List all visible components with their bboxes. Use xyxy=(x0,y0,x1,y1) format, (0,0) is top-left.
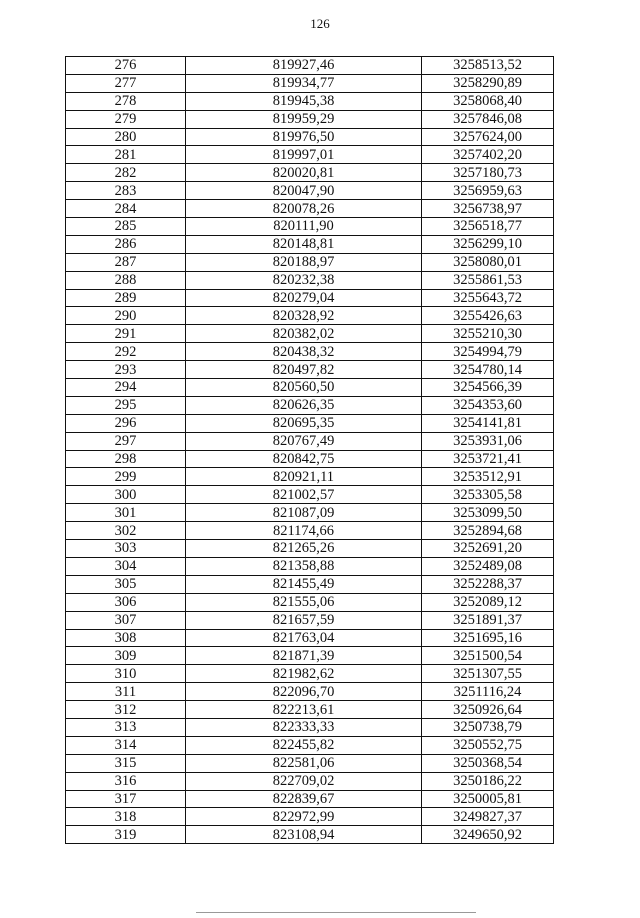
x-coordinate-cell: 822096,70 xyxy=(186,683,422,701)
point-number-cell: 285 xyxy=(66,218,186,236)
y-coordinate-cell: 3251500,54 xyxy=(422,647,554,665)
y-coordinate-cell: 3256299,10 xyxy=(422,235,554,253)
point-number-cell: 283 xyxy=(66,182,186,200)
table-row xyxy=(66,414,554,432)
y-coordinate-cell: 3254780,14 xyxy=(422,361,554,379)
y-coordinate-cell: 3250368,54 xyxy=(422,754,554,772)
point-number-cell: 313 xyxy=(66,718,186,736)
coordinates-table-body xyxy=(66,57,554,844)
y-coordinate-cell: 3254141,81 xyxy=(422,414,554,432)
x-coordinate-cell: 820497,82 xyxy=(186,361,422,379)
point-number-cell: 280 xyxy=(66,128,186,146)
table-row xyxy=(66,826,554,844)
point-number-cell: 292 xyxy=(66,343,186,361)
y-coordinate-cell: 3251891,37 xyxy=(422,611,554,629)
point-number-cell: 286 xyxy=(66,235,186,253)
x-coordinate-cell: 819934,77 xyxy=(186,74,422,92)
x-coordinate-cell: 819976,50 xyxy=(186,128,422,146)
table-row xyxy=(66,665,554,683)
point-number-cell: 306 xyxy=(66,593,186,611)
table-row xyxy=(66,611,554,629)
table-row xyxy=(66,432,554,450)
y-coordinate-cell: 3252894,68 xyxy=(422,522,554,540)
point-number-cell: 309 xyxy=(66,647,186,665)
table-row xyxy=(66,396,554,414)
x-coordinate-cell: 822839,67 xyxy=(186,790,422,808)
x-coordinate-cell: 821982,62 xyxy=(186,665,422,683)
point-number-cell: 307 xyxy=(66,611,186,629)
y-coordinate-cell: 3251116,24 xyxy=(422,683,554,701)
point-number-cell: 282 xyxy=(66,164,186,182)
y-coordinate-cell: 3250738,79 xyxy=(422,718,554,736)
point-number-cell: 276 xyxy=(66,57,186,75)
table-row xyxy=(66,772,554,790)
table-row xyxy=(66,808,554,826)
x-coordinate-cell: 819945,38 xyxy=(186,92,422,110)
table-row xyxy=(66,629,554,647)
table-row xyxy=(66,557,554,575)
y-coordinate-cell: 3252691,20 xyxy=(422,540,554,558)
x-coordinate-cell: 823108,94 xyxy=(186,826,422,844)
table-row xyxy=(66,575,554,593)
page-number: 126 xyxy=(310,16,330,31)
table-row xyxy=(66,200,554,218)
y-coordinate-cell: 3254566,39 xyxy=(422,379,554,397)
table-row xyxy=(66,235,554,253)
y-coordinate-cell: 3258290,89 xyxy=(422,74,554,92)
y-coordinate-cell: 3257624,00 xyxy=(422,128,554,146)
y-coordinate-cell: 3253512,91 xyxy=(422,468,554,486)
y-coordinate-cell: 3252489,08 xyxy=(422,557,554,575)
x-coordinate-cell: 820232,38 xyxy=(186,271,422,289)
point-number-cell: 315 xyxy=(66,754,186,772)
point-number-cell: 317 xyxy=(66,790,186,808)
y-coordinate-cell: 3251307,55 xyxy=(422,665,554,683)
table-row xyxy=(66,110,554,128)
table-row xyxy=(66,253,554,271)
table-row xyxy=(66,647,554,665)
x-coordinate-cell: 820328,92 xyxy=(186,307,422,325)
table-row xyxy=(66,522,554,540)
x-coordinate-cell: 820921,11 xyxy=(186,468,422,486)
point-number-cell: 316 xyxy=(66,772,186,790)
table-row xyxy=(66,754,554,772)
point-number-cell: 318 xyxy=(66,808,186,826)
coordinates-table xyxy=(65,56,554,844)
x-coordinate-cell: 819959,29 xyxy=(186,110,422,128)
table-row xyxy=(66,593,554,611)
point-number-cell: 277 xyxy=(66,74,186,92)
x-coordinate-cell: 820078,26 xyxy=(186,200,422,218)
point-number-cell: 308 xyxy=(66,629,186,647)
y-coordinate-cell: 3253721,41 xyxy=(422,450,554,468)
y-coordinate-cell: 3252288,37 xyxy=(422,575,554,593)
y-coordinate-cell: 3253305,58 xyxy=(422,486,554,504)
x-coordinate-cell: 822581,06 xyxy=(186,754,422,772)
table-row xyxy=(66,74,554,92)
table-row xyxy=(66,57,554,75)
y-coordinate-cell: 3257180,73 xyxy=(422,164,554,182)
y-coordinate-cell: 3252089,12 xyxy=(422,593,554,611)
table-row xyxy=(66,540,554,558)
point-number-cell: 304 xyxy=(66,557,186,575)
point-number-cell: 302 xyxy=(66,522,186,540)
x-coordinate-cell: 820767,49 xyxy=(186,432,422,450)
x-coordinate-cell: 819927,46 xyxy=(186,57,422,75)
table-row xyxy=(66,790,554,808)
y-coordinate-cell: 3255643,72 xyxy=(422,289,554,307)
table-row xyxy=(66,92,554,110)
x-coordinate-cell: 821763,04 xyxy=(186,629,422,647)
x-coordinate-cell: 821002,57 xyxy=(186,486,422,504)
x-coordinate-cell: 821657,59 xyxy=(186,611,422,629)
y-coordinate-cell: 3249827,37 xyxy=(422,808,554,826)
x-coordinate-cell: 820279,04 xyxy=(186,289,422,307)
x-coordinate-cell: 821871,39 xyxy=(186,647,422,665)
x-coordinate-cell: 819997,01 xyxy=(186,146,422,164)
point-number-cell: 295 xyxy=(66,396,186,414)
table-row xyxy=(66,450,554,468)
x-coordinate-cell: 820111,90 xyxy=(186,218,422,236)
x-coordinate-cell: 821265,26 xyxy=(186,540,422,558)
y-coordinate-cell: 3249650,92 xyxy=(422,826,554,844)
point-number-cell: 297 xyxy=(66,432,186,450)
point-number-cell: 299 xyxy=(66,468,186,486)
x-coordinate-cell: 820695,35 xyxy=(186,414,422,432)
point-number-cell: 281 xyxy=(66,146,186,164)
y-coordinate-cell: 3258513,52 xyxy=(422,57,554,75)
point-number-cell: 284 xyxy=(66,200,186,218)
point-number-cell: 310 xyxy=(66,665,186,683)
x-coordinate-cell: 821455,49 xyxy=(186,575,422,593)
x-coordinate-cell: 822213,61 xyxy=(186,701,422,719)
point-number-cell: 311 xyxy=(66,683,186,701)
y-coordinate-cell: 3255861,53 xyxy=(422,271,554,289)
point-number-cell: 294 xyxy=(66,379,186,397)
x-coordinate-cell: 821358,88 xyxy=(186,557,422,575)
x-coordinate-cell: 820382,02 xyxy=(186,325,422,343)
y-coordinate-cell: 3250186,22 xyxy=(422,772,554,790)
y-coordinate-cell: 3255426,63 xyxy=(422,307,554,325)
table-row xyxy=(66,182,554,200)
y-coordinate-cell: 3250552,75 xyxy=(422,736,554,754)
table-row xyxy=(66,468,554,486)
x-coordinate-cell: 820626,35 xyxy=(186,396,422,414)
y-coordinate-cell: 3254353,60 xyxy=(422,396,554,414)
point-number-cell: 291 xyxy=(66,325,186,343)
table-row xyxy=(66,361,554,379)
y-coordinate-cell: 3250926,64 xyxy=(422,701,554,719)
x-coordinate-cell: 820560,50 xyxy=(186,379,422,397)
table-row xyxy=(66,271,554,289)
y-coordinate-cell: 3253099,50 xyxy=(422,504,554,522)
point-number-cell: 301 xyxy=(66,504,186,522)
table-row xyxy=(66,718,554,736)
table-row xyxy=(66,289,554,307)
point-number-cell: 293 xyxy=(66,361,186,379)
table-row xyxy=(66,146,554,164)
y-coordinate-cell: 3255210,30 xyxy=(422,325,554,343)
x-coordinate-cell: 820020,81 xyxy=(186,164,422,182)
point-number-cell: 312 xyxy=(66,701,186,719)
point-number-cell: 279 xyxy=(66,110,186,128)
y-coordinate-cell: 3256959,63 xyxy=(422,182,554,200)
table-row xyxy=(66,486,554,504)
x-coordinate-cell: 821087,09 xyxy=(186,504,422,522)
y-coordinate-cell: 3257402,20 xyxy=(422,146,554,164)
y-coordinate-cell: 3256738,97 xyxy=(422,200,554,218)
y-coordinate-cell: 3256518,77 xyxy=(422,218,554,236)
y-coordinate-cell: 3258068,40 xyxy=(422,92,554,110)
table-row xyxy=(66,736,554,754)
x-coordinate-cell: 820438,32 xyxy=(186,343,422,361)
table-row xyxy=(66,325,554,343)
y-coordinate-cell: 3258080,01 xyxy=(422,253,554,271)
table-row xyxy=(66,218,554,236)
table-row xyxy=(66,307,554,325)
point-number-cell: 319 xyxy=(66,826,186,844)
x-coordinate-cell: 822709,02 xyxy=(186,772,422,790)
x-coordinate-cell: 821555,06 xyxy=(186,593,422,611)
table-row xyxy=(66,343,554,361)
table-row xyxy=(66,701,554,719)
x-coordinate-cell: 822455,82 xyxy=(186,736,422,754)
y-coordinate-cell: 3257846,08 xyxy=(422,110,554,128)
y-coordinate-cell: 3253931,06 xyxy=(422,432,554,450)
point-number-cell: 305 xyxy=(66,575,186,593)
table-row xyxy=(66,683,554,701)
point-number-cell: 300 xyxy=(66,486,186,504)
table-row xyxy=(66,164,554,182)
y-coordinate-cell: 3251695,16 xyxy=(422,629,554,647)
y-coordinate-cell: 3250005,81 xyxy=(422,790,554,808)
point-number-cell: 298 xyxy=(66,450,186,468)
table-row xyxy=(66,128,554,146)
point-number-cell: 278 xyxy=(66,92,186,110)
point-number-cell: 287 xyxy=(66,253,186,271)
x-coordinate-cell: 822972,99 xyxy=(186,808,422,826)
point-number-cell: 288 xyxy=(66,271,186,289)
x-coordinate-cell: 820842,75 xyxy=(186,450,422,468)
table-row xyxy=(66,504,554,522)
x-coordinate-cell: 820188,97 xyxy=(186,253,422,271)
bottom-rule xyxy=(196,912,476,913)
point-number-cell: 314 xyxy=(66,736,186,754)
x-coordinate-cell: 820148,81 xyxy=(186,235,422,253)
x-coordinate-cell: 821174,66 xyxy=(186,522,422,540)
x-coordinate-cell: 822333,33 xyxy=(186,718,422,736)
y-coordinate-cell: 3254994,79 xyxy=(422,343,554,361)
point-number-cell: 289 xyxy=(66,289,186,307)
table-row xyxy=(66,379,554,397)
point-number-cell: 303 xyxy=(66,540,186,558)
x-coordinate-cell: 820047,90 xyxy=(186,182,422,200)
point-number-cell: 290 xyxy=(66,307,186,325)
point-number-cell: 296 xyxy=(66,414,186,432)
